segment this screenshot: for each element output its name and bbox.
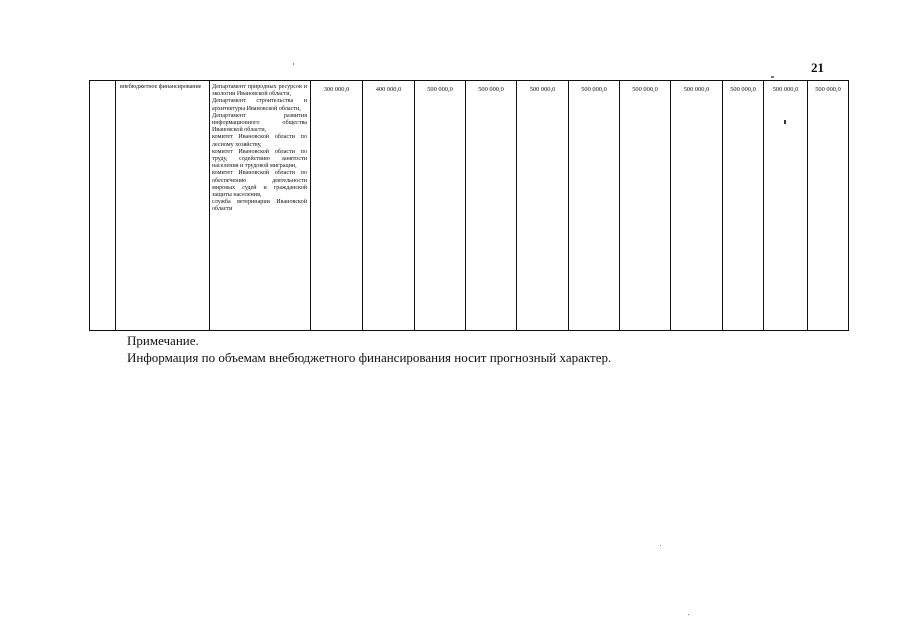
executor-item: комитет Ивановской области по лесному хозяйству, — [212, 134, 307, 148]
note-title: Примечание. — [127, 333, 199, 348]
executor-item: комитет Ивановской области по обеспечению деятельности мировых судей и гражданской защиты населения, — [212, 170, 307, 199]
table-row — [90, 81, 849, 331]
scan-speck — [293, 63, 294, 65]
scan-speck — [688, 614, 689, 615]
executor-item: Департамент строительства и архитектуры Ивановской области, — [212, 98, 307, 112]
value-cell: 500 000,0 — [466, 81, 517, 331]
value-cell: 300 000,0 — [311, 81, 363, 331]
funding-source-cell: внебюджетное финансирование — [116, 81, 210, 331]
note-block — [127, 332, 611, 366]
value-cell: 500 000,0 — [620, 81, 671, 331]
scan-speck — [784, 120, 786, 124]
value-cell: 500 000,0 — [808, 81, 849, 331]
value-cell: 500 000,0 — [569, 81, 620, 331]
funding-table — [89, 80, 849, 331]
executors-cell — [210, 81, 311, 331]
scan-speck — [660, 545, 661, 546]
executor-item: Департамент природных ресурсов и экологии Ивановской области, — [212, 84, 307, 98]
value-cell: 400 000,0 — [363, 81, 415, 331]
value-cell: 500 000,0 — [764, 81, 808, 331]
empty-cell — [90, 81, 116, 331]
value-cell: 500 000,0 — [517, 81, 569, 331]
page-number: 21 — [811, 60, 824, 75]
scan-speck — [771, 76, 774, 78]
value-cell: 500 000,0 — [671, 81, 723, 331]
executor-item: служба ветеринарии Ивановской области — [212, 199, 307, 213]
note-text: Информация по объемам внебюджетного финансирования носит прогнозный характер. — [127, 350, 612, 365]
executor-item: комитет Ивановской области по труду, содействию занятости населения и трудовой миграции, — [212, 148, 307, 170]
value-cell: 500 000,0 — [723, 81, 764, 331]
value-cell: 500 000,0 — [415, 81, 466, 331]
executor-item: Департамент развития информационного общества Ивановской области, — [212, 112, 307, 134]
